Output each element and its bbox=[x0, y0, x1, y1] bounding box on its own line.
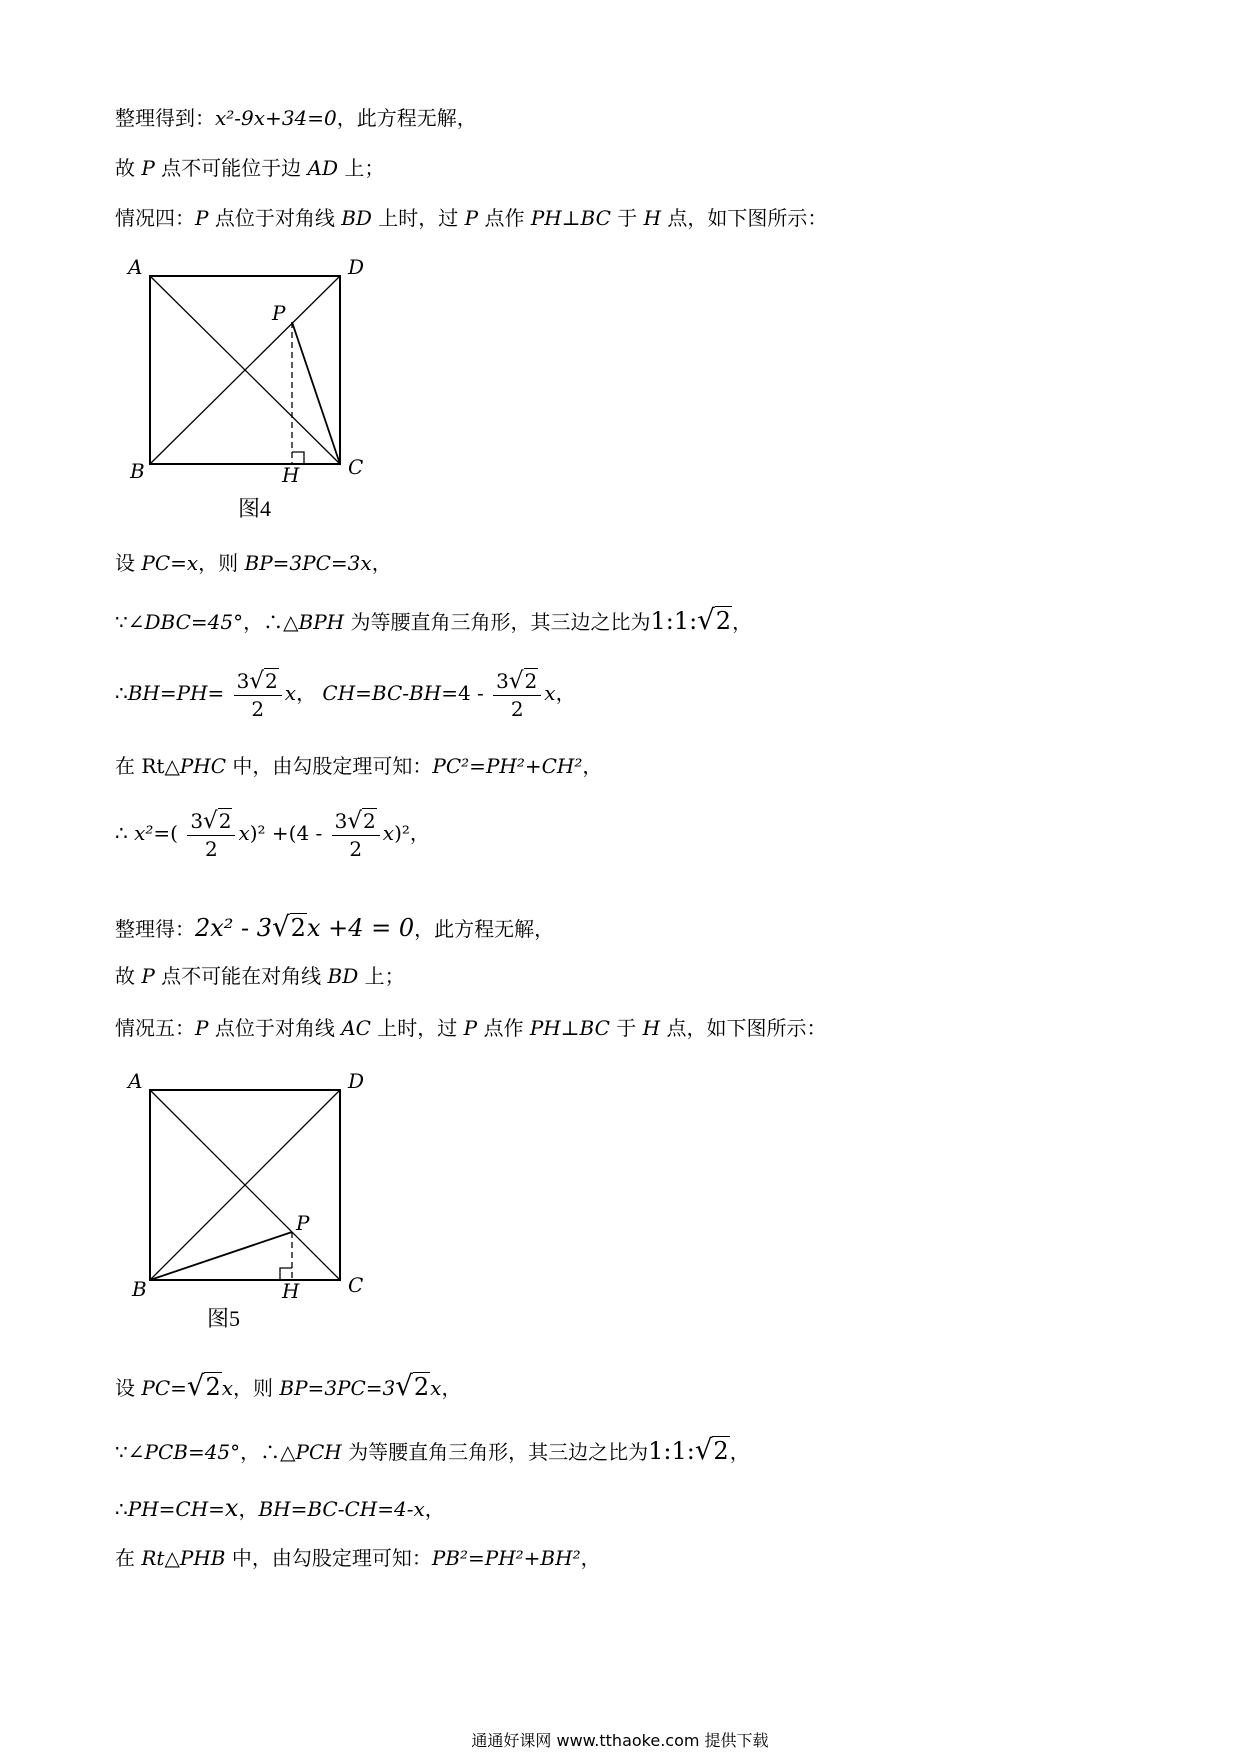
label-b: B bbox=[132, 1277, 147, 1298]
text: ，此方程无解， bbox=[414, 917, 555, 941]
var: x bbox=[382, 821, 395, 846]
fraction bbox=[493, 668, 541, 721]
text: 情况五： bbox=[115, 1016, 195, 1040]
text: 点作 bbox=[477, 1016, 530, 1040]
var: BD bbox=[327, 964, 359, 988]
text: 在 bbox=[115, 1546, 142, 1570]
var: x bbox=[284, 681, 297, 706]
var: BH=PH= bbox=[127, 681, 225, 706]
label-p: P bbox=[296, 1211, 310, 1235]
text: ， bbox=[424, 1497, 445, 1521]
radicand: 2 bbox=[713, 1437, 729, 1465]
var: x bbox=[238, 821, 250, 846]
text: ∴ bbox=[115, 1497, 128, 1521]
coef: 3 bbox=[496, 669, 509, 693]
fraction bbox=[234, 668, 282, 721]
sqrt-sign: √ bbox=[203, 808, 218, 834]
var: PB²=PH²+BH² bbox=[431, 1546, 581, 1570]
text: 点不可能在对角线 bbox=[154, 964, 328, 988]
numerator bbox=[187, 808, 235, 836]
text: )² bbox=[394, 821, 410, 846]
radicand: 2 bbox=[205, 1373, 221, 1401]
text: ， bbox=[582, 754, 603, 778]
var: AC bbox=[341, 1016, 371, 1040]
var: H bbox=[643, 206, 662, 230]
label-p: P bbox=[272, 301, 286, 325]
label-d: D bbox=[348, 255, 365, 279]
text-line bbox=[115, 603, 753, 636]
var: BP=3PC=3 bbox=[279, 1376, 396, 1400]
sqrt-2 bbox=[347, 808, 376, 834]
label-a: A bbox=[128, 255, 143, 279]
text: 点不可能位于边 bbox=[154, 156, 308, 180]
coef: 3 bbox=[236, 669, 250, 693]
var: x² bbox=[134, 821, 154, 846]
sqrt-2 bbox=[509, 668, 538, 694]
radicand: 2 bbox=[363, 809, 376, 833]
fraction bbox=[187, 808, 235, 861]
text-line bbox=[115, 1433, 750, 1466]
sqrt-sign: √ bbox=[508, 668, 524, 694]
text-line bbox=[115, 910, 555, 943]
text: )² +(4 - bbox=[249, 821, 323, 846]
text: 上； bbox=[338, 156, 385, 180]
coef: 3 bbox=[190, 809, 204, 833]
text-line bbox=[115, 668, 576, 721]
text: ，则 bbox=[198, 551, 245, 575]
text-line bbox=[115, 108, 477, 128]
text: ∴ bbox=[115, 681, 128, 706]
sqrt-2 bbox=[694, 1433, 730, 1466]
label-b: B bbox=[130, 459, 145, 483]
text: ∴ bbox=[115, 821, 128, 846]
text: ， bbox=[729, 1440, 750, 1464]
var: BP=3PC=3x bbox=[244, 551, 372, 575]
text: ， bbox=[555, 681, 576, 706]
var: PC=x bbox=[141, 551, 199, 575]
text: 上； bbox=[358, 964, 405, 988]
var: PH⊥BC bbox=[530, 206, 611, 230]
figure-4 bbox=[120, 250, 390, 495]
text-line bbox=[115, 553, 392, 573]
var: PH⊥BC bbox=[529, 1016, 610, 1040]
text-line bbox=[115, 1018, 826, 1038]
sqrt-sign: √ bbox=[694, 1433, 713, 1466]
var: P bbox=[195, 206, 209, 230]
text: ，此方程无解， bbox=[336, 106, 477, 130]
var: BPH bbox=[298, 610, 345, 634]
label-c: C bbox=[348, 455, 364, 479]
var: PHB bbox=[179, 1546, 226, 1570]
var: x bbox=[224, 1494, 239, 1522]
text: ， bbox=[732, 610, 753, 634]
expr: x +4 = 0 bbox=[306, 914, 415, 942]
sqrt-sign: √ bbox=[272, 910, 290, 943]
var: H bbox=[642, 1016, 661, 1040]
text: 中，由勾股定理可知： bbox=[225, 1546, 432, 1570]
radicand: 2 bbox=[413, 1373, 430, 1401]
text-line bbox=[115, 158, 384, 178]
denominator: 2 bbox=[251, 697, 265, 722]
sqrt-2 bbox=[186, 1369, 222, 1402]
var: x bbox=[544, 681, 556, 706]
var: P bbox=[464, 206, 479, 230]
ratio: 1:1: bbox=[650, 607, 698, 635]
label-d: D bbox=[348, 1069, 365, 1093]
var: CH=BC-BH= bbox=[322, 681, 458, 706]
text: ， bbox=[296, 681, 317, 706]
var: P bbox=[195, 1016, 209, 1040]
var: AD bbox=[307, 156, 339, 180]
text: 故 bbox=[115, 964, 142, 988]
var: ∠PCB=45° bbox=[127, 1440, 241, 1464]
sqrt-2 bbox=[203, 808, 232, 834]
text-line bbox=[115, 1548, 601, 1568]
figure-5-diagram bbox=[120, 1058, 390, 1298]
radicand: 2 bbox=[715, 607, 732, 635]
text: ， bbox=[580, 1546, 601, 1570]
text: 点，如下图所示： bbox=[660, 1016, 827, 1040]
sqrt-2 bbox=[272, 910, 307, 943]
var: PC²=PH²+CH² bbox=[432, 754, 583, 778]
radicand: 2 bbox=[218, 809, 232, 833]
text-line bbox=[115, 208, 827, 228]
sqrt-sign: √ bbox=[186, 1369, 205, 1402]
text: 在 Rt△ bbox=[115, 754, 180, 778]
text: 整理得： bbox=[115, 917, 195, 941]
sqrt-2 bbox=[249, 668, 278, 694]
text-line bbox=[115, 1496, 445, 1520]
sqrt-sign: √ bbox=[347, 808, 363, 834]
text: 设 bbox=[115, 1376, 142, 1400]
var: Rt bbox=[141, 1546, 165, 1570]
text: ， bbox=[441, 1376, 462, 1400]
text: 设 bbox=[115, 551, 142, 575]
sqrt-sign: √ bbox=[249, 668, 265, 694]
text: △ bbox=[164, 1546, 180, 1570]
label-a: A bbox=[128, 1069, 143, 1093]
page-footer: 通通好课网 www.tthaoke.com 提供下载 bbox=[471, 1731, 769, 1750]
figure-5-caption: 图5 bbox=[207, 1306, 241, 1331]
expr: 2x² - 3 bbox=[195, 914, 273, 942]
var: P bbox=[463, 1016, 478, 1040]
radicand: 2 bbox=[290, 914, 306, 942]
text: 点位于对角线 bbox=[208, 1016, 342, 1040]
text-line bbox=[115, 756, 602, 776]
fraction bbox=[332, 808, 380, 861]
text: ， bbox=[409, 821, 430, 846]
text: ， bbox=[371, 551, 392, 575]
denominator: 2 bbox=[510, 697, 524, 722]
var: PHC bbox=[179, 754, 227, 778]
ratio: 1:1: bbox=[648, 1437, 695, 1465]
text: ，∴△ bbox=[243, 610, 299, 634]
text: 点，如下图所示： bbox=[661, 206, 828, 230]
var: ∠DBC=45° bbox=[127, 610, 244, 634]
figure-4-caption: 图4 bbox=[238, 496, 272, 521]
text: 于 bbox=[609, 1016, 643, 1040]
figure-4-diagram bbox=[120, 250, 390, 490]
var: PC= bbox=[141, 1376, 187, 1400]
var: BH=BC-CH=4-x bbox=[258, 1497, 425, 1521]
text: 4 - bbox=[457, 681, 484, 706]
var: x bbox=[221, 1376, 234, 1400]
text: ，则 bbox=[233, 1376, 280, 1400]
text-line bbox=[115, 1369, 462, 1402]
denominator: 2 bbox=[349, 837, 363, 862]
text: 为等腰直角三角形，其三边之比为 bbox=[344, 610, 651, 634]
numerator bbox=[332, 808, 380, 836]
segment-pc bbox=[292, 322, 340, 464]
radicand: 2 bbox=[524, 669, 538, 693]
denominator: 2 bbox=[205, 837, 218, 862]
text: ，∴△ bbox=[240, 1440, 296, 1464]
var: PCH bbox=[295, 1440, 342, 1464]
text: 点作 bbox=[478, 206, 531, 230]
text-line bbox=[115, 808, 430, 861]
text: ∵ bbox=[115, 1440, 128, 1464]
figure-5 bbox=[120, 1058, 390, 1303]
var: P bbox=[141, 964, 155, 988]
var: BD bbox=[341, 206, 372, 230]
var: PH=CH= bbox=[127, 1497, 225, 1521]
equation bbox=[195, 910, 415, 943]
text: 于 bbox=[610, 206, 644, 230]
sqrt-2 bbox=[395, 1369, 430, 1402]
label-h: H bbox=[282, 1279, 300, 1298]
sqrt-sign: √ bbox=[395, 1369, 413, 1402]
text: 故 bbox=[115, 156, 142, 180]
radicand: 2 bbox=[265, 669, 278, 693]
coef: 3 bbox=[334, 809, 348, 833]
label-h: H bbox=[282, 463, 300, 487]
sqrt-2 bbox=[697, 603, 732, 636]
text: ， bbox=[238, 1497, 259, 1521]
sqrt-sign: √ bbox=[697, 603, 715, 636]
text: 整理得到： bbox=[115, 106, 215, 130]
label-c: C bbox=[348, 1273, 364, 1297]
text: 情况四： bbox=[115, 206, 195, 230]
text: 点位于对角线 bbox=[208, 206, 342, 230]
text: ∵ bbox=[115, 610, 128, 634]
segment-bp bbox=[150, 1232, 292, 1280]
text: 为等腰直角三角形，其三边之比为 bbox=[341, 1440, 649, 1464]
text: 中，由勾股定理可知： bbox=[226, 754, 433, 778]
text-line bbox=[115, 966, 405, 986]
numerator bbox=[493, 668, 541, 696]
text: 上时，过 bbox=[371, 206, 465, 230]
text: 上时，过 bbox=[370, 1016, 464, 1040]
text: =( bbox=[153, 821, 178, 846]
var: P bbox=[141, 156, 155, 180]
equation: x²-9x+34=0 bbox=[215, 106, 337, 130]
var: x bbox=[430, 1376, 442, 1400]
numerator bbox=[234, 668, 282, 696]
